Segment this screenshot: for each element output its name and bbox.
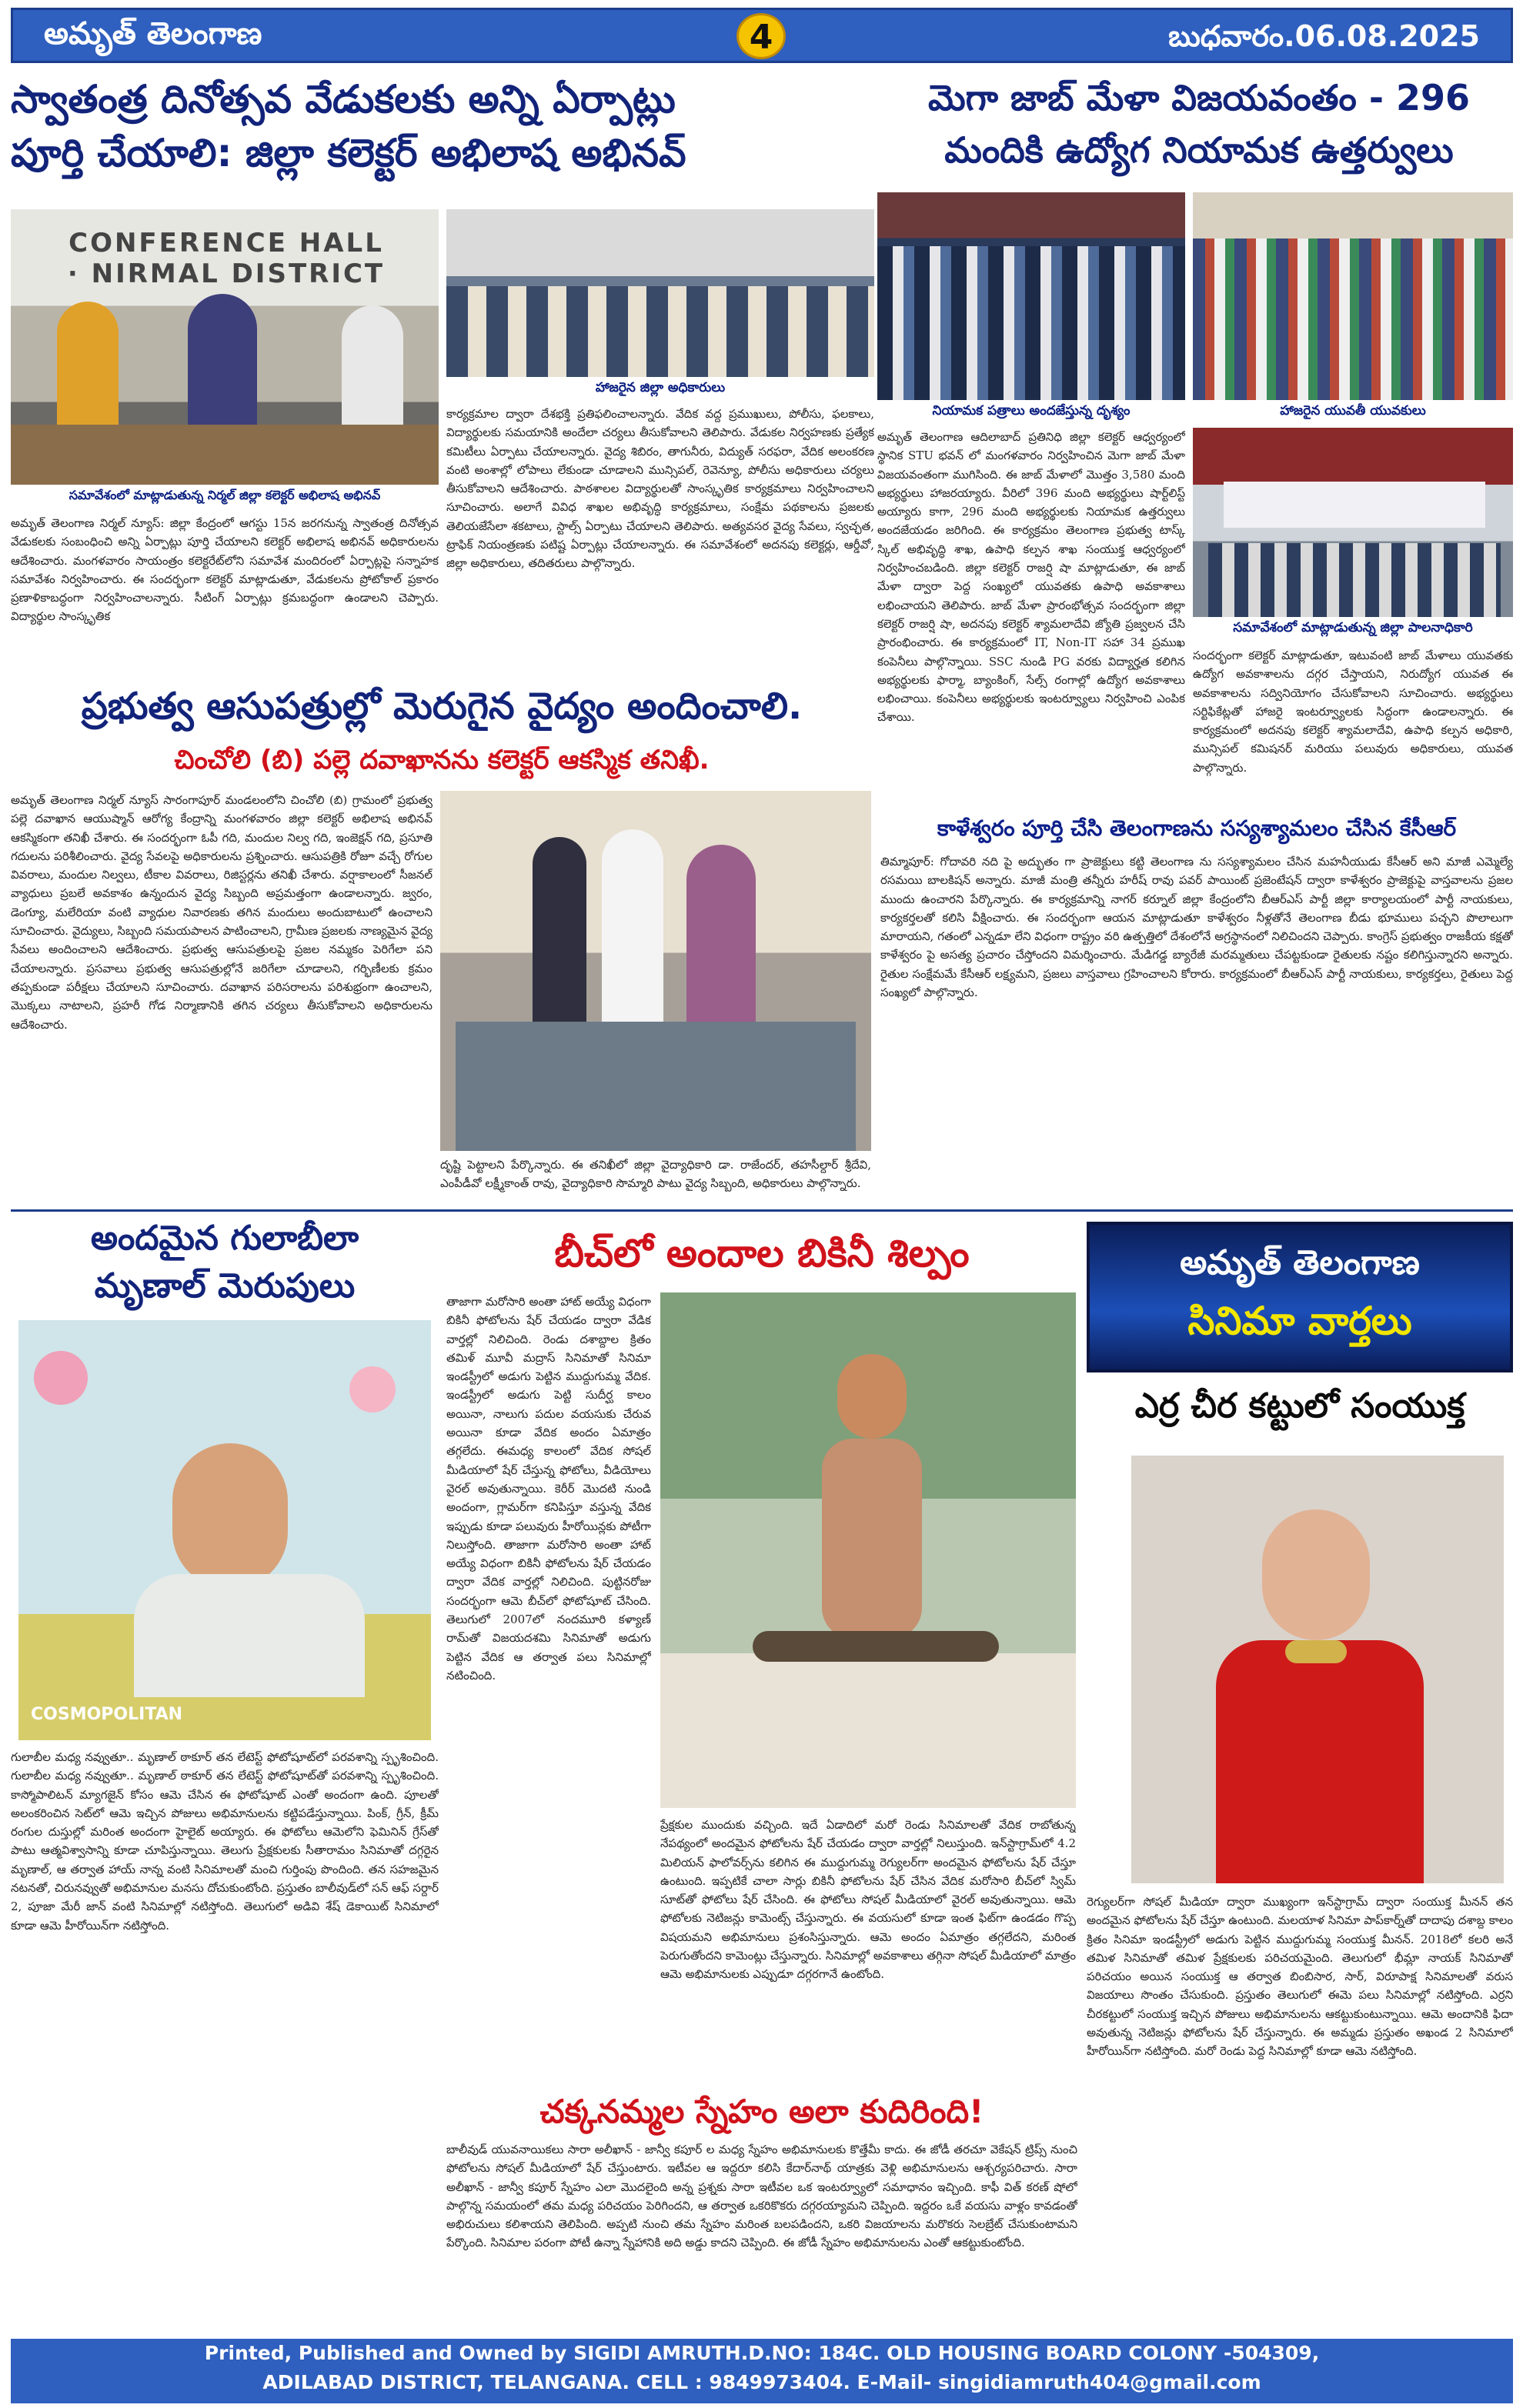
story6-body-right: ప్రేక్షకుల ముందుకు వచ్చింది. ఇదే ఏడాదిలో మరో రెండు సినిమాలతో వేదిక రాబోతున్న నేపథ్యంలో అందమైన ఫోటోలను షేర్ చేయడం ద్వారా వార్తల్లో నిలుస్తుంది. ఇన్‌స్టాగ్రామ్‌లో 4.2 మిలియన్ ఫాలోవర్స్‌ను కలిగిన ఈ ముద్దుగుమ్మ రెగ్యులర్‌గా అందమైన ఫోటోలను షేర్ చేస్తూ ఉంటుంది. ఇప్పటికే చాలా సార్లు బికినీ ఫోటోలను షేర్ చేసిన వేదిక మరోసారి బీచ్‌లో స్విమ్ సూట్‌తో ఫోటోలు షేర్ చేసింది. ఈ ఫోటోలు సోషల్ మీడియాలో వైరల్ అవుతున్నాయి. ఆమె ఫోటోలకు నెటిజన్లు కామెంట్స్ చేస్తున్నారు. ఈ వయసులో కూడా ఇంత ఫిట్‌గా ఉండడం గొప్ప విషయమని అభిమానులు ప్రశంసిస్తున్నారు. ఆమె అందం ఏమాత్రం తగ్గలేదని, మరింత పెరుగుతోందని కామెంట్లు చేస్తున్నారు. సినిమాల్లో అవకాశాలు తగ్గినా సోషల్ మీడియాలో మాత్రం ఆమె అభిమానులకు ఎప్పుడూ దగ్గరగానే ఉంటోంది.	[660, 1818, 1076, 1982]
photo-figure	[57, 302, 119, 425]
photo-dress	[134, 1574, 365, 1697]
story1-body-right: కార్యక్రమాల ద్వారా దేశభక్తి ప్రతిఫలించాలన్నారు. వేదిక వద్ద ప్రముఖులు, పోలీసు, ఫలకాలు, విద్యార్థులకు సమయానికి అందేలా చర్యలు తీసుకోవాలని తెలిపారు. వేడుకల నిర్వహణకు ప్రత్యేక కమిటీలు ఏర్పాటు చేయాలన్నారు. వైద్య శిబిరం, తాగునీరు, విద్యుత్ సరఫరా, వేదిక అలంకరణ వంటి అంశాల్లో లోపాలు లేకుండా చూడాలని మున్సిపల్, రెవెన్యూ, పోలీసు అధికారులు చర్యలు తీసుకోవాలని ఆదేశించారు. పాఠశాలల విద్యార్థులతో సాంస్కృతిక కార్యక్రమాలు నిర్వహించాలని సూచించారు. అలాగే వివిధ శాఖల అభివృద్ధి కార్యక్రమాలు, సంక్షేమ పథకాలను ప్రజలకు తెలియజేసేలా శకటాలు, స్టాల్స్ ఏర్పాటు చేయాలని తెలిపారు. అత్యవసర వైద్య సేవలు, స్వచ్ఛత, ట్రాఫిక్ నియంత్రణకు పటిష్ట ఏర్పాట్లు చేయాలన్నారు. ఈ సమావేశంలో అదనపు కలెక్టర్లు, ఆర్డీవో, జిల్లా అధికారులు, తదితరులు పాల్గొన్నారు.	[446, 407, 874, 571]
photo-figure	[342, 305, 403, 425]
story2-body-left: అమృత్ తెలంగాణ ఆదిలాబాద్ ప్రతినిధి జిల్లా కలెక్టర్ ఆధ్వర్యంలో స్థానిక STU భవన్ లో మంగళవారం నిర్వహించిన మెగా జాబ్ మేళా విజయవంతంగా ముగిసింది. ఈ జాబ్ మేళాలో మొత్తం 3,580 మంది అభ్యర్థులు హాజరయ్యారు. వీరిలో 396 మంది అభ్యర్థులు షార్ట్‌లిస్ట్ అయ్యారు కాగా, 296 మంది అభ్యర్థులకు నియామక ఉత్తర్వులు అందజేయడం జరిగింది. ఈ కార్యక్రమం తెలంగాణ ప్రభుత్వ టాస్క్ స్కిల్ అభివృద్ధి శాఖ, ఉపాధి కల్పన శాఖ సంయుక్త ఆధ్వర్యంలో నిర్వహించబడింది. జిల్లా కలెక్టర్ రాజర్షి షా మాట్లాడుతూ, ఈ జాబ్ మేళా ద్వారా పెద్ద సంఖ్యలో యువతకు ఉపాధి అవకాశాలు లభించాయని తెలిపారు. జాబ్ మేళా ప్రారంభోత్సవ సందర్భంగా జిల్లా కలెక్టర్ రాజర్షి షా, అదనపు కలెక్టర్ శ్యామలాదేవి జ్యోతి ప్రజ్వలన చేసి ప్రారంభించారు. ఈ కార్యక్రమంలో IT, Non-IT సహా 34 ప్రముఖ కంపెనీలు పాల్గొన్నాయి. SSC నుండి PG వరకు విద్యార్హత కలిగిన అభ్యర్థులకు ఫార్మా, బ్యాంకింగ్, సేల్స్ రంగాల్లో ఉద్యోగ అవకాశాలు లభించాయి. కంపెనీలు అభ్యర్థులకు ఇంటర్వ్యూలు నిర్వహించి ఎంపిక చేశాయి.	[877, 430, 1185, 725]
photo-crowd	[1208, 543, 1501, 617]
issue-date: బుధవారం.06.08.2025	[1168, 19, 1480, 53]
photo-crowd	[877, 246, 1185, 400]
story2-photo-youth	[1193, 192, 1513, 400]
story3-headline: ప్రభుత్వ ఆసుపత్రుల్లో మెరుగైన వైద్యం అందించాలి.	[81, 685, 803, 728]
photo-saree	[1216, 1640, 1424, 1883]
photo-figure	[188, 294, 257, 425]
story2-photo2-caption: హాజరైన యువతీ యువకులు	[1193, 403, 1513, 423]
story4-headline: కాళేశ్వరం పూర్తి చేసి తెలంగాణను సస్యశ్యామలం చేసిన కేసీఆర్	[937, 815, 1457, 841]
story3-body-bottom: దృష్టి పెట్టాలని పేర్కొన్నారు. ఈ తనిఖీలో జిల్లా వైద్యాధికారి డా. రాజేందర్, తహసీల్దార్ శ్రీదేవి, ఎంపీడీవో లక్ష్మీకాంత్ రావు, వైద్యాధికారి సొమ్మారి పాటు వైద్య సిబ్బంది, అధికారులు పాల్గొన్నారు.	[440, 1158, 871, 1191]
story1-photo-collector-meeting	[11, 209, 439, 485]
story5-photo-mrunal	[18, 1320, 431, 1740]
story3-photo-hospital-inspection	[440, 791, 871, 1151]
story1-headline-line2: పూర్తి చేయాలి: జిల్లా కలెక్టర్ అభిలాష అభినవ్	[11, 131, 686, 175]
story2-body-right: సందర్భంగా కలెక్టర్ మాట్లాడుతూ, ఇటువంటి జాబ్ మేళాలు యువతకు ఉద్యోగ అవకాశాలను దగ్గర చేస్తాయని, నిరుద్యోగ యువత ఈ అవకాశాలను సద్వినియోగం చేసుకోవాలని సూచించారు. అభ్యర్థులు సర్టిఫికేట్లతో హాజరై ఇంటర్వ్యూలకు సిద్ధంగా ఉండాలన్నారు. ఈ కార్యక్రమంలో అదనపు కలెక్టర్ శ్యామలాదేవి, ఉపాధి కల్పన అధికారి, మున్సిపల్ కమిషనర్ మరియు పలువురు అధికారులు, యువత పాల్గొన్నారు.	[1193, 649, 1513, 775]
photo-swing	[753, 1631, 999, 1662]
footer-line1: Printed, Published and Owned by SIGIDI AMRUTH.D.NO: 184C. OLD HOUSING BOARD COLONY -504309,	[204, 2342, 1320, 2364]
story1-photo-sign: CONFERENCE HALL · NIRMAL DISTRICT	[67, 228, 386, 289]
photo-face	[837, 1354, 907, 1439]
page-number-badge: 4	[736, 13, 786, 59]
cinema-banner-line2: సినిమా వార్తలు	[1187, 1299, 1412, 1343]
section-divider	[11, 1209, 1513, 1212]
story2-headline-line1: మెగా జాబ్ మేళా విజయవంతం - 296	[927, 77, 1471, 118]
photo-crowd	[1193, 238, 1513, 400]
story7-photo-samyuktha	[1131, 1456, 1504, 1883]
story6-headline: బీచ్‌లో అందాల బికినీ శిల్పం	[554, 1231, 970, 1276]
story3-subheadline: చించోలి (బి) పల్లె దవాఖానను కలెక్టర్ ఆకస్మిక తనిఖీ.	[174, 745, 710, 775]
story1-photo-officials	[446, 209, 874, 377]
footer-line2: ADILABAD DISTRICT, TELANGANA. CELL : 9849973404. E-Mail- singidiamruth404@gmail.com	[262, 2371, 1261, 2393]
cinema-news-banner	[1087, 1222, 1513, 1372]
masthead-bar	[11, 8, 1513, 63]
story1-headline-line1: స్వాతంత్ర దినోత్సవ వేడుకలకు అన్ని ఏర్పాట్లు	[11, 77, 676, 122]
story8-body: బాలీవుడ్ యువనాయికలు సారా అలీఖాన్ - జాన్వీ కపూర్ ల మధ్య స్నేహం అభిమానులకు కొత్తేమీ కాదు. ఈ జోడీ తరచూ వెకేషన్ ట్రిప్స్ నుంచి ఫోటోలను సోషల్ మీడియాలో షేర్ చేస్తుంటారు. ఇటీవల ఆ ఇద్దరూ కలిసి కేదార్‌నాథ్ యాత్రకు వెళ్లి అభిమానులను ఆశ్చర్యపరిచారు. సారా అలీఖాన్ - జాన్వీ కపూర్ స్నేహం ఎలా మొదలైంది అన్న ప్రశ్నకు సారా ఇటీవల ఒక ఇంటర్వ్యూలో సమాధానం ఇచ్చింది. కాఫీ విత్ కరణ్ షోలో పాల్గొన్న సమయంలో తమ మధ్య పరిచయం పెరిగిందని, ఆ తర్వాత ఒకరికొకరు దగ్గరయ్యామని చెప్పింది. ఇద్దరం ఒకే వయసు వాళ్లం కావడంతో అభిరుచులు కలిశాయని తెలిపింది. అప్పటి నుంచి తమ స్నేహం మరింత బలపడిందని, ఒకరి విజయాలను మరొకరు సెలబ్రేట్ చేసుకుంటామని పేర్కొంది. సినిమాల పరంగా పోటీ ఉన్నా స్నేహానికి అది అడ్డు కాదని చెప్పింది. ఈ జోడీ స్నేహం అభిమానులను ఎంతో ఆకట్టుకుంటోంది.	[446, 2143, 1077, 2250]
photo-seated-people	[456, 1022, 856, 1151]
photo-rose	[349, 1366, 396, 1412]
photo-face	[1262, 1509, 1370, 1640]
photo-figure	[686, 845, 756, 1029]
photo-figure	[533, 837, 586, 1022]
story2-photo3-caption: సమావేశంలో మాట్లాడుతున్న జిల్లా పాలనాధికారి	[1193, 620, 1513, 640]
story7-headline: ఎర్ర చీర కట్టులో సంయుక్త	[1134, 1386, 1465, 1426]
story2-photo-district-official	[1193, 428, 1513, 617]
story2-headline-line2: మందికి ఉద్యోగ నియామక ఉత్తర్వులు	[944, 129, 1454, 171]
photo-crowd	[446, 286, 874, 377]
photo-face	[172, 1443, 288, 1589]
paper-name: అమృత్ తెలంగాణ	[44, 16, 262, 52]
story6-photo-vedhika	[660, 1292, 1076, 1808]
story1-photo1-caption: సమావేశంలో మాట్లాడుతున్న నిర్మల్ జిల్లా కలెక్టర్ అభిలాష అభినవ్	[11, 488, 439, 509]
story1-photo2-caption: హాజరైన జిల్లా అధికారులు	[446, 380, 874, 400]
story5-headline-line1: అందమైన గులాబీలా	[90, 1219, 359, 1258]
story5-headline-line2: మృణాల్ మెరుపులు	[94, 1266, 356, 1306]
story4-body: తిమ్మాపూర్: గోదావరి నది పై అద్భుతం గా ప్రాజెక్టులు కట్టి తెలంగాణ ను సస్యశ్యామలం చేసిన మహనీయుడు కేసీఆర్ అని మాజీ ఎమ్మెల్యే రసమయి బాలకిషన్ అన్నారు. మాజీ మంత్రి తన్నీరు హరీష్ రావు పవర్ పాయింట్ ప్రజెంటేషన్ ద్వారా కాళేశ్వరం ప్రాజెక్టుపై వాస్తవాలను ప్రజల ముందు ఉంచారని పేర్కొన్నారు. ఈ కార్యక్రమాన్ని నాగర్ కర్నూల్ జిల్లా కేంద్రంలోని బీఆర్ఎస్ పార్టీ జిల్లా కార్యాలయంలో పార్టీ నాయకులు, కార్యకర్తలతో కలిసి వీక్షించారు. ఈ సందర్భంగా ఆయన మాట్లాడుతూ కాళేశ్వరం నీళ్లతోనే తెలంగాణ బీడు భూములు పచ్చని పొలాలుగా మారాయని, గతంలో ఎన్నడూ లేని విధంగా రాష్ట్రం వరి ఉత్పత్తిలో దేశంలోనే అగ్రస్థానంలో నిలిచిందని చెప్పారు. కాంగ్రెస్ ప్రభుత్వం రాజకీయ కక్షతో కాళేశ్వరం పై అసత్య ప్రచారం చేస్తోందని విమర్శించారు. మేడిగడ్డ బ్యారేజీ మరమ్మతులు చేపట్టకుండా రైతులకు నష్టం కలిగిస్తున్నారని అన్నారు. రైతుల సంక్షేమమే కేసీఆర్ లక్ష్యమని, ప్రజలు వాస్తవాలు గ్రహించాలని కోరారు. కార్యక్రమంలో బీఆర్ఎస్ పార్టీ నాయకులు, కార్యకర్తలు, రైతులు పెద్ద సంఖ్యలో పాల్గొన్నారు.	[880, 855, 1513, 1000]
imprint-footer	[11, 2339, 1513, 2403]
story6-body-left: తాజాగా మరోసారి అంతా హాట్ అయ్యే విధంగా బికినీ ఫోటోలను షేర్ చేయడం ద్వారా వేడిక వార్తల్లో నిలిచింది. రెండు దశాబ్దాల క్రితం తమిళ్ మూవీ మద్రాస్ సినిమాతో సినిమా ఇండస్ట్రీలో అడుగు పెట్టిన ముద్దుగుమ్మ వేదిక. ఇండస్ట్రీలో అడుగు పెట్టి సుదీర్ఘ కాలం అయినా, నాలుగు పదుల వయసుకు చేరువ అయినా కూడా వేదిక అందం ఏమాత్రం తగ్గలేదు. ఈమధ్య కాలంలో వేదిక సోషల్ మీడియాలో షేర్ చేస్తున్న ఫోటోలు, వీడియోలు వైరల్ అవుతున్నాయి. కెరీర్ మొదటి నుండి అందంగా, గ్లామర్‌గా కనిపిస్తూ వస్తున్న వేదిక ఇప్పుడు కూడా పలువురు హీరోయిన్లకు పోటీగా నిలుస్తోంది. తాజాగా మరోసారి అంతా హాట్ అయ్యే విధంగా బికినీ ఫోటోలను షేర్ చేయడం ద్వారా వేదిక వార్తల్లో నిలిచింది. పుట్టినరోజు సందర్భంగా ఆమె బీచ్‌లో ఫోటోషూట్ చేసింది. తెలుగులో 2007లో నందమూరి కళ్యాణ్ రామ్‌తో విజయదశమి సినిమాతో అడుగు పెట్టిన వేదిక ఆ తర్వాత పలు సినిమాల్లో నటించింది.	[446, 1295, 651, 1683]
photo-table	[11, 425, 439, 485]
photo-figure	[602, 829, 663, 1022]
photo-banner	[1224, 482, 1485, 528]
photo-body	[822, 1439, 922, 1639]
photo-necklace	[1285, 1640, 1347, 1663]
photo-watermark: COSMOPOLITAN	[31, 1705, 183, 1724]
story3-body-left: అమృత్ తెలంగాణ నిర్మల్ న్యూస్ సారంగాపూర్ మండలంలోని చించోలి (బి) గ్రామంలో ప్రభుత్వ పల్లె దవాఖాన ఆయుష్మాన్ ఆరోగ్య కేంద్రాన్ని మంగళవారం జిల్లా కలెక్టర్ అభిలాష అభినవ్ ఆకస్మికంగా తనిఖీ చేశారు. ఈ సందర్భంగా ఓపీ గది, మందుల నిల్వ గది, ఇంజెక్షన్ గది, ప్రసూతి గదులను పరిశీలించారు. వైద్య సేవలపై అధికారులను ప్రశ్నించారు. ఆసుపత్రికి రోజూ వచ్చే రోగుల వివరాలు, మందుల నిల్వలు, టీకాల వివరాలు, రిజిస్టర్లను తనిఖీ చేశారు. వర్షాకాలంలో సీజనల్ వ్యాధులు ప్రబలే అవకాశం ఉన్నందున వైద్య సిబ్బంది అప్రమత్తంగా ఉండాలన్నారు. జ్వరం, డెంగ్యూ, మలేరియా వంటి వ్యాధుల నివారణకు తగిన మందులు అందుబాటులో ఉంచాలని సూచించారు. వైద్యులు, సిబ్బంది సమయపాలన పాటించాలని, గ్రామీణ ప్రజలకు నాణ్యమైన వైద్య సేవలు అందించాలని ఆదేశించారు. ప్రభుత్వ ఆసుపత్రులపై ప్రజల నమ్మకం పెరిగేలా పని చేయాలన్నారు. ప్రసవాలు ప్రభుత్వ ఆసుపత్రుల్లోనే జరిగేలా చూడాలని, గర్భిణీలకు క్రమం తప్పకుండా పరీక్షలు చేయాలని సూచించారు. దవాఖాన పరిసరాలను పరిశుభ్రంగా ఉంచాలని, మొక్కలు నాటాలని, ప్రహరీ గోడ నిర్మాణానికి తగిన చర్యలు తీసుకోవాలని అధికారులను ఆదేశించారు.	[11, 793, 433, 1032]
story2-photo-appointment-letters	[877, 192, 1185, 400]
story5-body: గులాబీల మధ్య నవ్వుతూ.. మృణాల్ ఠాకూర్ తన లేటెస్ట్ ఫోటోషూట్‌లో పరవశాన్ని స్పృశించింది. గులాబీల మధ్య నవ్వుతూ.. మృణాల్ ఠాకూర్ తన లేటెస్ట్ ఫోటోషూట్‌తో పరవశాన్ని స్పృశించింది. కాస్మోపాలిటన్ మ్యాగజైన్ కోసం ఆమె చేసిన ఈ ఫోటోషూట్ ఎంతో అందంగా ఉంది. పూలతో అలంకరించిన సెట్‌లో ఆమె ఇచ్చిన పోజులు అభిమానులను కట్టిపడేస్తున్నాయి. పింక్, గ్రీన్, క్రీమ్ రంగుల దుస్తుల్లో మరింత అందంగా హైలైట్ అయ్యారు. ఈ ఫోటోలు ఆమెలోని ఫెమినిన్ గ్రేస్‌తో పాటు ఆత్మవిశ్వాసాన్ని కూడా చూపిస్తున్నాయి. తెలుగు ప్రేక్షకులకు సీతారామం సినిమాతో దగ్గరైన మృణాల్, ఆ తర్వాత హాయ్ నాన్న వంటి సినిమాలతో మంచి గుర్తింపు పొందింది. తన సహజమైన నటనతో, చిరునవ్వుతో అభిమానుల మనసు దోచుకుంటోంది. ప్రస్తుతం బాలీవుడ్‌లో సన్ ఆఫ్ సర్దార్ 2, పూజా మేరీ జాన్ వంటి సినిమాల్లో నటిస్తోంది. తెలుగులో అడివి శేష్ డెకాయిట్ సినిమాలో కూడా ఆమె హీరోయిన్‌గా నటిస్తోంది.	[11, 1750, 439, 1933]
story2-photo1-caption: నియామక పత్రాలు అందజేస్తున్న దృశ్యం	[877, 403, 1185, 423]
story7-body: రెగ్యులర్‌గా సోషల్ మీడియా ద్వారా ముఖ్యంగా ఇన్‌స్టాగ్రామ్ ద్వారా సంయుక్త మీనన్ తన అందమైన ఫోటోలను షేర్ చేస్తూ ఉంటుంది. మలయాళ సినిమా పాప్‌కార్న్‌తో దాదాపు దశాబ్ద కాలం క్రితం సినిమా ఇండస్ట్రీలో అడుగు పెట్టిన ముద్దుగుమ్మ సంయుక్త మీనన్. 2018లో కలరి అనే తమిళ సినిమాతో తమిళ ప్రేక్షకులకు పరిచయమైంది. తెలుగులో భీమ్లా నాయక్ సినిమాతో పరిచయం అయిన సంయుక్త ఆ తర్వాత బింబిసార, సార్, విరూపాక్ష సినిమాలతో వరుస విజయాలు సొంతం చేసుకుంది. ప్రస్తుతం తెలుగులో ఈమె పలు సినిమాల్లో నటిస్తోంది. ఎర్రని చీరకట్టులో సంయుక్త ఇచ్చిన పోజులు అభిమానులను ఆకట్టుకుంటున్నాయి. ఆమె అందానికి ఫిదా అవుతున్న నెటిజన్లు ఫోటోలను షేర్ చేస్తున్నారు. ఈ అమ్మడు ప్రస్తుతం అఖండ 2 సినిమాలో హీరోయిన్‌గా నటిస్తోంది. మరో రెండు పెద్ద సినిమాల్లో కూడా ఆమె నటిస్తోంది.	[1087, 1895, 1513, 2059]
story1-body-left: అమృత్ తెలంగాణ నిర్మల్ న్యూస్: జిల్లా కేంద్రంలో ఆగస్టు 15న జరగనున్న స్వాతంత్ర దినోత్సవ వేడుకలకు సంబంధించి అన్ని ఏర్పాట్లు పూర్తి చేయాలని కలెక్టర్ అభిలాష అభినవ్ అధికారులను ఆదేశించారు. మంగళవారం సాయంత్రం కలెక్టరేట్‌లోని సమావేశ మందిరంలో ఏర్పాట్లపై సన్నాహక సమావేశం నిర్వహించారు. ఈ సందర్భంగా కలెక్టర్ మాట్లాడుతూ, వేడుకలను ప్రోటోకాల్ ప్రకారం ప్రణాళికాబద్ధంగా నిర్వహించాలన్నారు. సీటింగ్ ఏర్పాట్లు క్రమబద్ధంగా ఉండాలని చెప్పారు. విద్యార్థుల సాంస్కృతిక	[11, 516, 439, 624]
cinema-banner-line1: అమృత్ తెలంగాణ	[1180, 1243, 1420, 1282]
story8-headline: చక్కనమ్మల స్నేహం అలా కుదిరింది!	[539, 2093, 984, 2130]
photo-rose	[34, 1351, 88, 1405]
